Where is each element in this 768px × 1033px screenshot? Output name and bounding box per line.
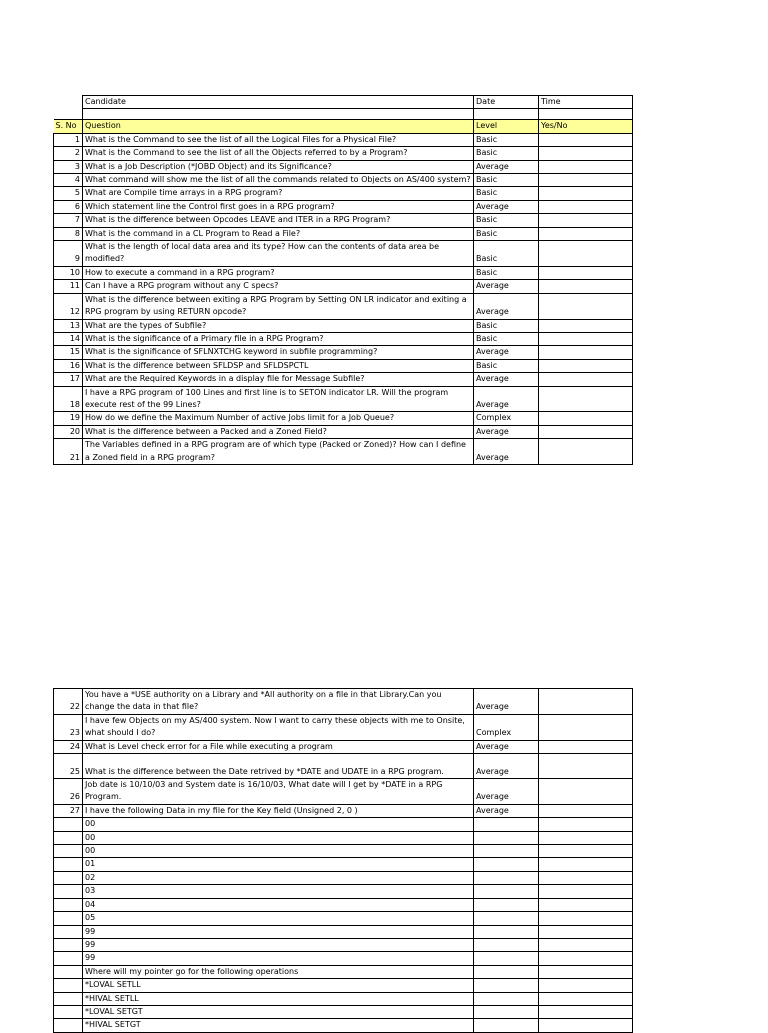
question-row (54, 200, 633, 213)
result-cell[interactable] (539, 319, 633, 332)
empty-number-cell[interactable] (54, 858, 83, 871)
operation-row (54, 1019, 633, 1032)
empty-level-cell[interactable] (474, 992, 539, 1005)
question-number[interactable]: 7 (54, 214, 83, 227)
question-number[interactable]: 13 (54, 319, 83, 332)
question-text[interactable]: How do we define the Maximum Number of active Jobs limit for a Job Queue? (83, 412, 474, 425)
operation-row (54, 992, 633, 1005)
question-text[interactable]: What is a Job Description (*JOBD Object) and its Significance? (83, 160, 474, 173)
empty-number-cell[interactable] (54, 1005, 83, 1018)
question-row (54, 133, 633, 146)
question-row (54, 266, 633, 279)
question-row (54, 804, 633, 817)
question-level[interactable]: Average (474, 200, 539, 213)
result-cell[interactable] (539, 925, 633, 938)
question-text[interactable]: What is the significance of a Primary file in a RPG Program? (83, 332, 474, 345)
result-cell[interactable] (539, 714, 633, 740)
key-data-row-text[interactable]: 01 (83, 858, 474, 871)
result-cell[interactable] (539, 965, 633, 978)
result-cell[interactable] (539, 425, 633, 438)
result-cell[interactable] (539, 200, 633, 213)
question-number[interactable]: 11 (54, 280, 83, 293)
question-number[interactable]: 12 (54, 293, 83, 319)
question-text[interactable]: What is Level check error for a File while executing a program (83, 740, 474, 753)
empty-number-cell[interactable] (54, 898, 83, 911)
result-cell[interactable] (539, 346, 633, 359)
question-text[interactable]: Can I have a RPG program without any C specs? (83, 280, 474, 293)
question-text[interactable]: Which statement line the Control first goes in a RPG program? (83, 200, 474, 213)
key-data-row-text[interactable]: 00 (83, 845, 474, 858)
question-text[interactable]: You have a *USE authority on a Library and *All authority on a file in that Library.Can you change the data in that file? (83, 689, 474, 715)
question-text[interactable]: What is the difference between exiting a RPG Program by Setting ON LR indicator and exiting a RPG program by using RETURN opcode? (83, 293, 474, 319)
empty-number-cell[interactable] (54, 845, 83, 858)
question-text[interactable]: What are the types of Subfile? (83, 319, 474, 332)
question-level[interactable]: Basic (474, 266, 539, 279)
question-text[interactable]: What command will show me the list of all the commands related to Objects on AS/400 system? (83, 174, 474, 187)
empty-level-cell[interactable] (474, 1019, 539, 1032)
question-number[interactable]: 15 (54, 346, 83, 359)
question-level[interactable]: Complex (474, 412, 539, 425)
question-level[interactable]: Basic (474, 174, 539, 187)
question-level[interactable]: Basic (474, 133, 539, 146)
key-data-row (54, 898, 633, 911)
empty-number-cell[interactable] (54, 925, 83, 938)
question-level[interactable]: Basic (474, 147, 539, 160)
question-row (54, 740, 633, 753)
key-data-row-text[interactable]: 04 (83, 898, 474, 911)
empty-level-cell[interactable] (474, 925, 539, 938)
result-cell[interactable] (539, 214, 633, 227)
empty-level-cell[interactable] (474, 818, 539, 831)
question-number[interactable]: 27 (54, 804, 83, 817)
question-number[interactable]: 26 (54, 779, 83, 805)
operation-row-text[interactable]: *LOVAL SETLL (83, 979, 474, 992)
question-number[interactable]: 24 (54, 740, 83, 753)
candidate-label[interactable]: Candidate (83, 96, 474, 109)
empty-level-cell[interactable] (474, 952, 539, 965)
operations-intro-row (54, 965, 633, 978)
empty-level-cell[interactable] (474, 938, 539, 951)
question-number[interactable]: 21 (54, 439, 83, 465)
question-level[interactable]: Basic (474, 359, 539, 372)
key-data-row-text[interactable]: 99 (83, 925, 474, 938)
interview-questions-table-part1 (53, 95, 633, 465)
question-text[interactable]: What are Compile time arrays in a RPG program? (83, 187, 474, 200)
result-cell[interactable] (539, 412, 633, 425)
question-number[interactable]: 1 (54, 133, 83, 146)
question-number[interactable]: 10 (54, 266, 83, 279)
question-text[interactable]: What is the length of local data area and its type? How can the contents of data area be modified? (83, 241, 474, 267)
question-level[interactable]: Basic (474, 187, 539, 200)
key-data-row-text[interactable]: 99 (83, 938, 474, 951)
key-data-row-text[interactable]: 00 (83, 831, 474, 844)
question-row (54, 359, 633, 372)
question-row (54, 346, 633, 359)
operation-row-text[interactable]: *HIVAL SETGT (83, 1019, 474, 1032)
empty-level-cell[interactable] (474, 871, 539, 884)
question-number[interactable]: 22 (54, 689, 83, 715)
question-number[interactable]: 19 (54, 412, 83, 425)
question-text[interactable]: What is the difference between SFLDSP and SFLDSPCTL (83, 359, 474, 372)
key-data-row (54, 925, 633, 938)
empty-level-cell[interactable] (474, 831, 539, 844)
sno-header[interactable]: S. No (54, 120, 83, 133)
question-level[interactable]: Basic (474, 332, 539, 345)
question-header[interactable]: Question (83, 120, 474, 133)
question-level[interactable]: Basic (474, 319, 539, 332)
operation-row (54, 1005, 633, 1018)
result-cell[interactable] (539, 689, 633, 715)
key-data-row (54, 831, 633, 844)
question-row (54, 187, 633, 200)
result-cell[interactable] (539, 858, 633, 871)
result-header[interactable]: Yes/No (539, 120, 633, 133)
empty-level-cell[interactable] (474, 898, 539, 911)
question-row (54, 373, 633, 386)
key-data-row (54, 885, 633, 898)
question-row (54, 241, 633, 267)
result-cell[interactable] (539, 293, 633, 319)
spacer-row (54, 109, 633, 120)
result-cell[interactable] (539, 804, 633, 817)
question-row (54, 227, 633, 240)
question-level[interactable]: Average (474, 280, 539, 293)
question-text[interactable]: What is the difference between a Packed and a Zoned Field? (83, 425, 474, 438)
question-level[interactable]: Average (474, 373, 539, 386)
level-header[interactable]: Level (474, 120, 539, 133)
question-row (54, 754, 633, 779)
question-level[interactable]: Average (474, 754, 539, 779)
empty-number-cell[interactable] (54, 871, 83, 884)
empty-level-cell[interactable] (474, 845, 539, 858)
question-row (54, 714, 633, 740)
empty-level-cell[interactable] (474, 965, 539, 978)
result-cell[interactable] (539, 280, 633, 293)
question-text[interactable]: Job date is 10/10/03 and System date is 16/10/03, What date will I get by *DATE in a RPG Program. (83, 779, 474, 805)
key-data-row (54, 858, 633, 871)
question-number[interactable]: 17 (54, 373, 83, 386)
question-text[interactable]: What is the difference between the Date retrived by *DATE and UDATE in a RPG program. (83, 754, 474, 779)
empty-number-cell[interactable] (54, 992, 83, 1005)
question-number[interactable]: 18 (54, 386, 83, 412)
empty-number-cell[interactable] (54, 965, 83, 978)
question-row (54, 439, 633, 465)
result-cell[interactable] (539, 1005, 633, 1018)
question-level[interactable]: Average (474, 439, 539, 465)
question-number[interactable]: 20 (54, 425, 83, 438)
result-cell[interactable] (539, 818, 633, 831)
result-cell[interactable] (539, 938, 633, 951)
question-level[interactable]: Average (474, 689, 539, 715)
question-row (54, 425, 633, 438)
empty-number-cell[interactable] (54, 831, 83, 844)
result-cell[interactable] (539, 174, 633, 187)
result-cell[interactable] (539, 845, 633, 858)
key-data-row (54, 912, 633, 925)
question-row (54, 386, 633, 412)
question-text[interactable]: What is the Command to see the list of all the Logical Files for a Physical File? (83, 133, 474, 146)
question-number[interactable]: 6 (54, 200, 83, 213)
question-number[interactable]: 9 (54, 241, 83, 267)
question-level[interactable]: Average (474, 804, 539, 817)
result-cell[interactable] (539, 373, 633, 386)
result-cell[interactable] (539, 952, 633, 965)
question-row (54, 779, 633, 805)
question-number[interactable]: 25 (54, 754, 83, 779)
result-cell[interactable] (539, 147, 633, 160)
question-row (54, 147, 633, 160)
question-level[interactable]: Basic (474, 227, 539, 240)
question-number[interactable]: 4 (54, 174, 83, 187)
result-cell[interactable] (539, 241, 633, 267)
question-level[interactable]: Average (474, 160, 539, 173)
empty-level-cell[interactable] (474, 979, 539, 992)
question-level[interactable]: Average (474, 425, 539, 438)
result-cell[interactable] (539, 740, 633, 753)
question-text[interactable]: I have the following Data in my file for the Key field (Unsigned 2, 0 ) (83, 804, 474, 817)
candidate-header-row (54, 96, 633, 109)
question-number[interactable]: 3 (54, 160, 83, 173)
result-cell[interactable] (539, 754, 633, 779)
question-row (54, 412, 633, 425)
time-label[interactable]: Time (539, 96, 633, 109)
question-number[interactable]: 5 (54, 187, 83, 200)
key-data-row (54, 952, 633, 965)
empty-level-cell[interactable] (474, 912, 539, 925)
question-level[interactable]: Basic (474, 214, 539, 227)
question-row (54, 293, 633, 319)
question-row (54, 319, 633, 332)
question-text[interactable]: How to execute a command in a RPG program? (83, 266, 474, 279)
question-text[interactable]: I have few Objects on my AS/400 system. Now I want to carry these objects with me to Onsite, what should I do? (83, 714, 474, 740)
empty-number-cell[interactable] (54, 1019, 83, 1032)
question-level[interactable]: Average (474, 386, 539, 412)
empty-number-cell[interactable] (54, 885, 83, 898)
empty-level-cell[interactable] (474, 885, 539, 898)
empty-level-cell[interactable] (474, 1005, 539, 1018)
result-cell[interactable] (539, 160, 633, 173)
result-cell[interactable] (539, 912, 633, 925)
result-cell[interactable] (539, 1019, 633, 1032)
result-cell[interactable] (539, 871, 633, 884)
result-cell[interactable] (539, 885, 633, 898)
result-cell[interactable] (539, 439, 633, 465)
key-data-row-text[interactable]: 05 (83, 912, 474, 925)
question-number[interactable]: 16 (54, 359, 83, 372)
question-level[interactable]: Average (474, 346, 539, 359)
question-text[interactable]: What is the significance of SFLNXTCHG keyword in subfile programming? (83, 346, 474, 359)
empty-number-cell[interactable] (54, 818, 83, 831)
question-text[interactable]: What are the Required Keywords in a display file for Message Subfile? (83, 373, 474, 386)
result-cell[interactable] (539, 187, 633, 200)
result-cell[interactable] (539, 133, 633, 146)
question-row (54, 214, 633, 227)
question-level[interactable]: Average (474, 740, 539, 753)
interview-questions-table-part2 (53, 688, 633, 1033)
empty-level-cell[interactable] (474, 858, 539, 871)
empty-number-cell[interactable] (54, 912, 83, 925)
question-number[interactable]: 14 (54, 332, 83, 345)
question-row (54, 280, 633, 293)
result-cell[interactable] (539, 898, 633, 911)
question-text[interactable]: What is the Command to see the list of all the Objects referred to by a Program? (83, 147, 474, 160)
question-row (54, 332, 633, 345)
result-cell[interactable] (539, 979, 633, 992)
question-row (54, 174, 633, 187)
key-data-row-text[interactable]: 02 (83, 871, 474, 884)
operation-row-text[interactable]: *LOVAL SETGT (83, 1005, 474, 1018)
result-cell[interactable] (539, 779, 633, 805)
question-text[interactable]: I have a RPG program of 100 Lines and first line is to SETON indicator LR. Will the program execute rest of the 99 Lines? (83, 386, 474, 412)
question-level[interactable]: Basic (474, 241, 539, 267)
question-text[interactable]: The Variables defined in a RPG program are of which type (Packed or Zoned)? How can I define a Zoned field in a RPG program? (83, 439, 474, 465)
operation-row-text[interactable]: *HIVAL SETLL (83, 992, 474, 1005)
operations-intro-text[interactable]: Where will my pointer go for the following operations (83, 965, 474, 978)
column-header-row (54, 120, 633, 133)
question-text[interactable]: What is the command in a CL Program to Read a File? (83, 227, 474, 240)
result-cell[interactable] (539, 992, 633, 1005)
result-cell[interactable] (539, 359, 633, 372)
question-level[interactable]: Average (474, 779, 539, 805)
key-data-row (54, 871, 633, 884)
question-number[interactable]: 2 (54, 147, 83, 160)
result-cell[interactable] (539, 386, 633, 412)
empty-number-cell[interactable] (54, 952, 83, 965)
question-number[interactable]: 23 (54, 714, 83, 740)
key-data-row-text[interactable]: 00 (83, 818, 474, 831)
result-cell[interactable] (539, 831, 633, 844)
question-text[interactable]: What is the difference between Opcodes LEAVE and ITER in a RPG Program? (83, 214, 474, 227)
question-level[interactable]: Average (474, 293, 539, 319)
result-cell[interactable] (539, 266, 633, 279)
key-data-row (54, 938, 633, 951)
operation-row (54, 979, 633, 992)
question-number[interactable]: 8 (54, 227, 83, 240)
question-row (54, 689, 633, 715)
date-label[interactable]: Date (474, 96, 539, 109)
question-row (54, 160, 633, 173)
empty-number-cell[interactable] (54, 938, 83, 951)
key-data-row (54, 845, 633, 858)
empty-number-cell[interactable] (54, 979, 83, 992)
key-data-row (54, 818, 633, 831)
result-cell[interactable] (539, 332, 633, 345)
key-data-row-text[interactable]: 03 (83, 885, 474, 898)
result-cell[interactable] (539, 227, 633, 240)
question-level[interactable]: Complex (474, 714, 539, 740)
key-data-row-text[interactable]: 99 (83, 952, 474, 965)
